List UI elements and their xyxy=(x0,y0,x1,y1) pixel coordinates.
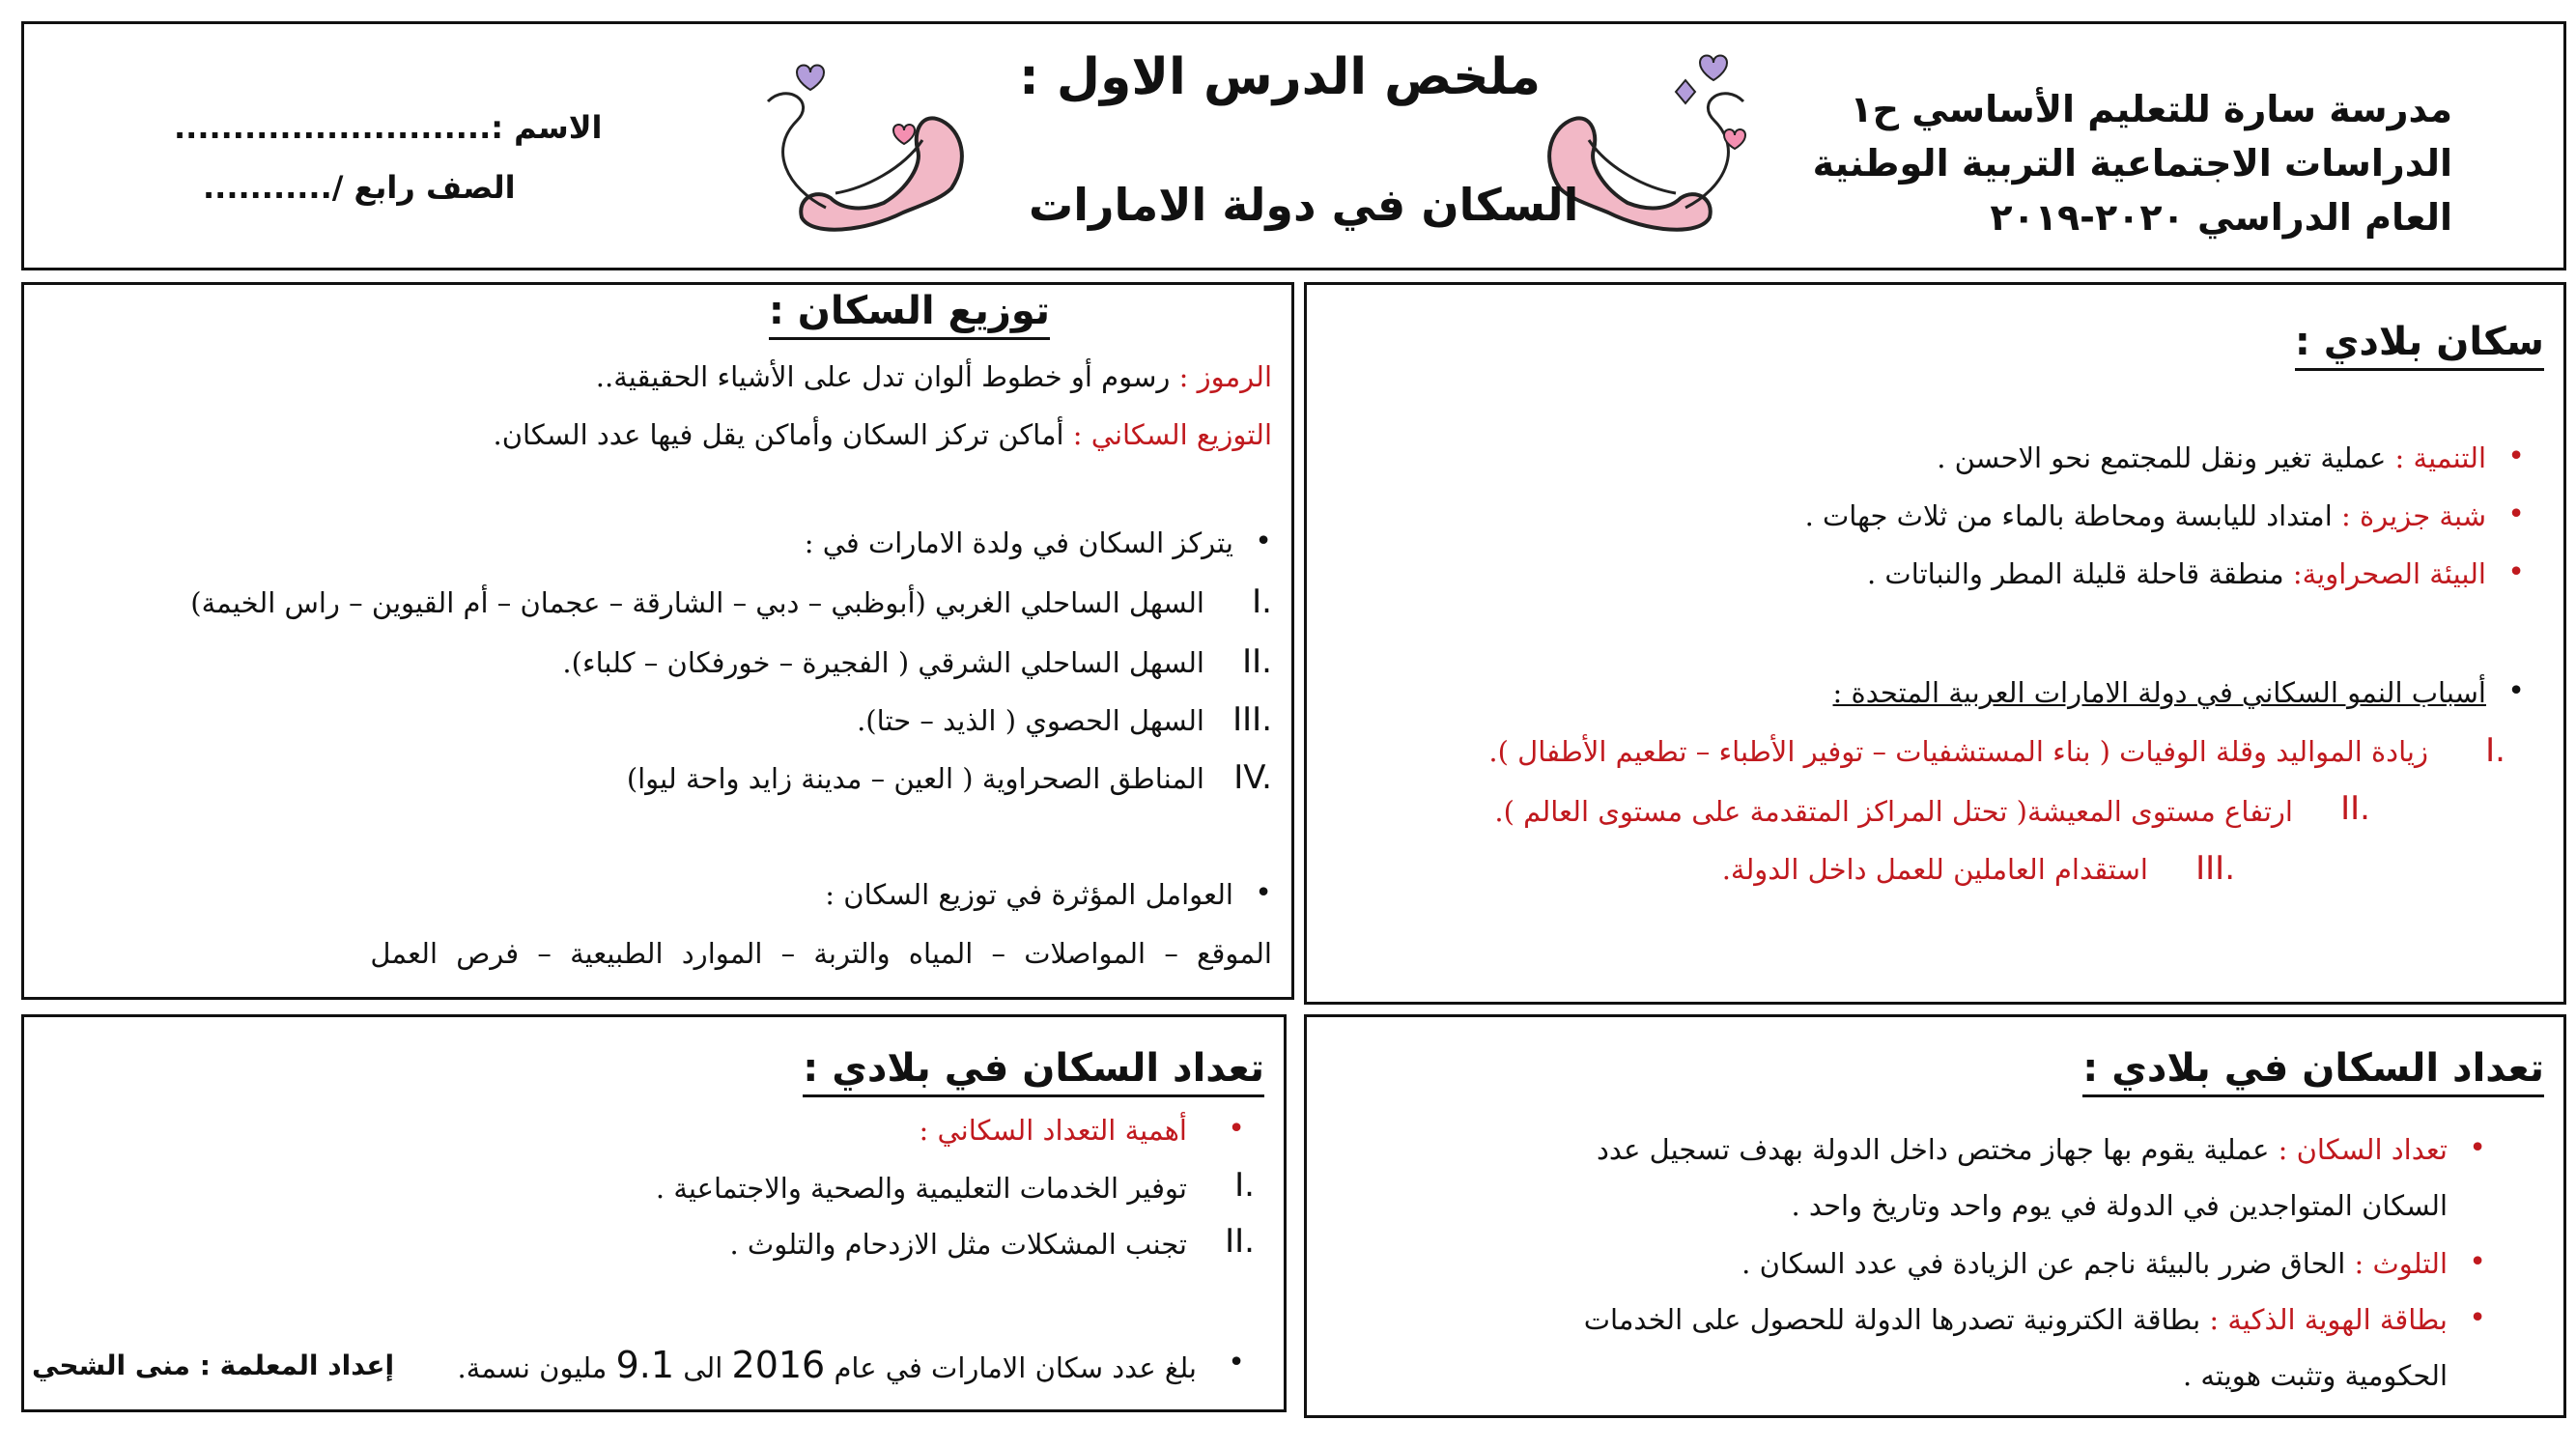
def-term: البيئة الصحراوية: xyxy=(2292,557,2486,590)
def-term: الرموز : xyxy=(1178,360,1272,393)
concentration-title: يتركز السكان في ولدة الامارات في : xyxy=(804,526,1233,559)
def-text: بطاقة الكترونية تصدرها الدولة للحصول على الخدمات xyxy=(1583,1303,2201,1336)
cause-item: ارتفاع مستوى المعيشة( تحتل المراكز المتقدمة على مستوى العالم ). xyxy=(1494,795,2293,828)
region-num: III. xyxy=(1232,700,1272,739)
lesson-title: ملخص الدرس الاول : xyxy=(1019,48,1542,106)
def-desert xyxy=(1867,557,2486,590)
school-info xyxy=(1813,82,2452,244)
importance-item: توفير الخدمات التعليمية والصحية والاجتماعية . xyxy=(655,1172,1187,1205)
census-defs-box xyxy=(1304,1014,2566,1418)
school-name: مدرسة سارة للتعليم الأساسي ح١ xyxy=(1850,88,2452,130)
factors-title: العوامل المؤثرة في توزيع السكان : xyxy=(825,878,1233,911)
cause-item: استقدام العاملين للعمل داخل الدولة. xyxy=(1721,853,2148,886)
bullet-icon: • xyxy=(1228,1346,1245,1379)
lesson-subtitle: السكان في دولة الامارات xyxy=(1029,179,1579,231)
def-text: امتداد لليابسة ومحاطة بالماء من ثلاث جهات . xyxy=(1804,499,2333,532)
cause-num: I. xyxy=(2485,731,2505,770)
causes-title: أسباب النمو السكاني في دولة الامارات العربية المتحدة : xyxy=(1832,676,2486,709)
importance-title: أهمية التعداد السكاني : xyxy=(919,1114,1187,1147)
stat-year: 2016 xyxy=(731,1344,826,1386)
region-num: I. xyxy=(1252,582,1272,621)
bullet-icon: • xyxy=(2507,555,2525,589)
def-development xyxy=(1937,441,2486,474)
region-item: السهل الساحلي الغربي (أبوظبي – دبي – الشارقة – عجمان – أم القيوين – راس الخيمة) xyxy=(190,586,1204,619)
def-census-cont: السكان المتواجدين في الدولة في يوم واحد وتاريخ واحد . xyxy=(1791,1189,2448,1222)
bullet-icon: • xyxy=(1255,525,1272,558)
stat-mid: الى xyxy=(683,1351,723,1384)
bullet-icon: • xyxy=(2469,1245,2486,1279)
cause-num: III. xyxy=(2195,849,2235,888)
importance-num: II. xyxy=(1225,1222,1255,1261)
population-stat xyxy=(457,1344,1197,1386)
cause-num: II. xyxy=(2340,789,2370,828)
bullet-icon: • xyxy=(2469,1301,2486,1335)
factors-list: الموقع – المواصلات – المياه والتربة – الموارد الطبيعية – فرص العمل xyxy=(370,937,1272,970)
def-peninsula xyxy=(1805,499,2486,532)
def-census xyxy=(1597,1133,2448,1166)
region-num: IV. xyxy=(1233,758,1272,797)
def-text: رسوم أو خطوط ألوان تدل على الأشياء الحقيقية.. xyxy=(595,360,1171,393)
header-box xyxy=(21,21,2566,270)
def-symbols xyxy=(596,360,1272,393)
population-box xyxy=(1304,282,2566,1005)
bullet-icon: • xyxy=(1255,876,1272,910)
author-credit: إعداد المعلمة : منى الشحي xyxy=(32,1350,395,1381)
def-text: الحاق ضرر بالبيئة ناجم عن الزيادة في عدد السكان . xyxy=(1741,1247,2346,1280)
def-pollution xyxy=(1741,1247,2448,1280)
def-term: التنمية : xyxy=(2394,441,2486,474)
def-text: عملية تغير ونقل للمجتمع نحو الاحسن . xyxy=(1937,441,2387,474)
def-term: تعداد السكان : xyxy=(2278,1133,2448,1166)
census-importance-box xyxy=(21,1014,1287,1412)
def-term: التلوث : xyxy=(2354,1247,2448,1280)
student-name-field: الاسم :........................... xyxy=(174,109,603,146)
bullet-icon: • xyxy=(2469,1131,2486,1165)
def-text: أماكن تركز السكان وأماكن يقل فيها عدد السكان. xyxy=(493,418,1064,451)
cause-item: زيادة المواليد وقلة الوفيات ( بناء المستشفيات – توفير الأطباء – تطعيم الأطفال ). xyxy=(1488,735,2428,768)
def-text: عملية يقوم بها جهاز مختص داخل الدولة بهدف تسجيل عدد xyxy=(1596,1133,2270,1166)
bullet-icon: • xyxy=(2507,497,2525,531)
region-item: السهل الساحلي الشرقي ( الفجيرة – خورفكان – كلباء). xyxy=(562,646,1204,679)
importance-item: تجنب المشكلات مثل الازدحام والتلوث . xyxy=(729,1228,1187,1261)
region-item: المناطق الصحراوية ( العين – مدينة زايد واحة ليوا) xyxy=(626,762,1204,795)
def-term: شبة جزيرة : xyxy=(2341,499,2486,532)
def-smart-id-cont: الحكومية وتثبت هويته . xyxy=(2182,1359,2448,1392)
stat-suffix: مليون نسمة. xyxy=(457,1351,608,1384)
def-text: منطقة قاحلة قليلة المطر والنباتات . xyxy=(1867,557,2284,590)
census-defs-title: تعداد السكان في بلادي : xyxy=(2082,1046,2544,1097)
distribution-box xyxy=(21,282,1294,1000)
bullet-icon: • xyxy=(1228,1112,1245,1146)
bullet-icon: • xyxy=(2507,440,2525,473)
population-title: سكان بلادي : xyxy=(2295,320,2544,371)
bullet-icon: • xyxy=(2507,674,2525,708)
region-num: II. xyxy=(1242,642,1272,681)
distribution-title: توزيع السكان : xyxy=(769,289,1050,340)
def-term: بطاقة الهوية الذكية : xyxy=(2209,1303,2448,1336)
stat-prefix: بلغ عدد سكان الامارات في عام xyxy=(834,1351,1197,1384)
phone-icon-left xyxy=(758,43,980,237)
def-smart-id xyxy=(1584,1303,2448,1336)
school-year: العام الدراسي ٢٠٢٠-٢٠١٩ xyxy=(1990,196,2452,239)
region-item: السهل الحصوي ( الذيد – حتا). xyxy=(857,704,1204,737)
importance-num: I. xyxy=(1234,1166,1255,1205)
student-class-field: الصف رابع /........... xyxy=(203,169,516,206)
subject-name: الدراسات الاجتماعية التربية الوطنية xyxy=(1812,142,2452,185)
def-distribution xyxy=(494,418,1272,451)
census-importance-title: تعداد السكان في بلادي : xyxy=(803,1046,1264,1097)
def-term: التوزيع السكاني : xyxy=(1072,418,1272,451)
stat-value: 9.1 xyxy=(615,1344,674,1386)
